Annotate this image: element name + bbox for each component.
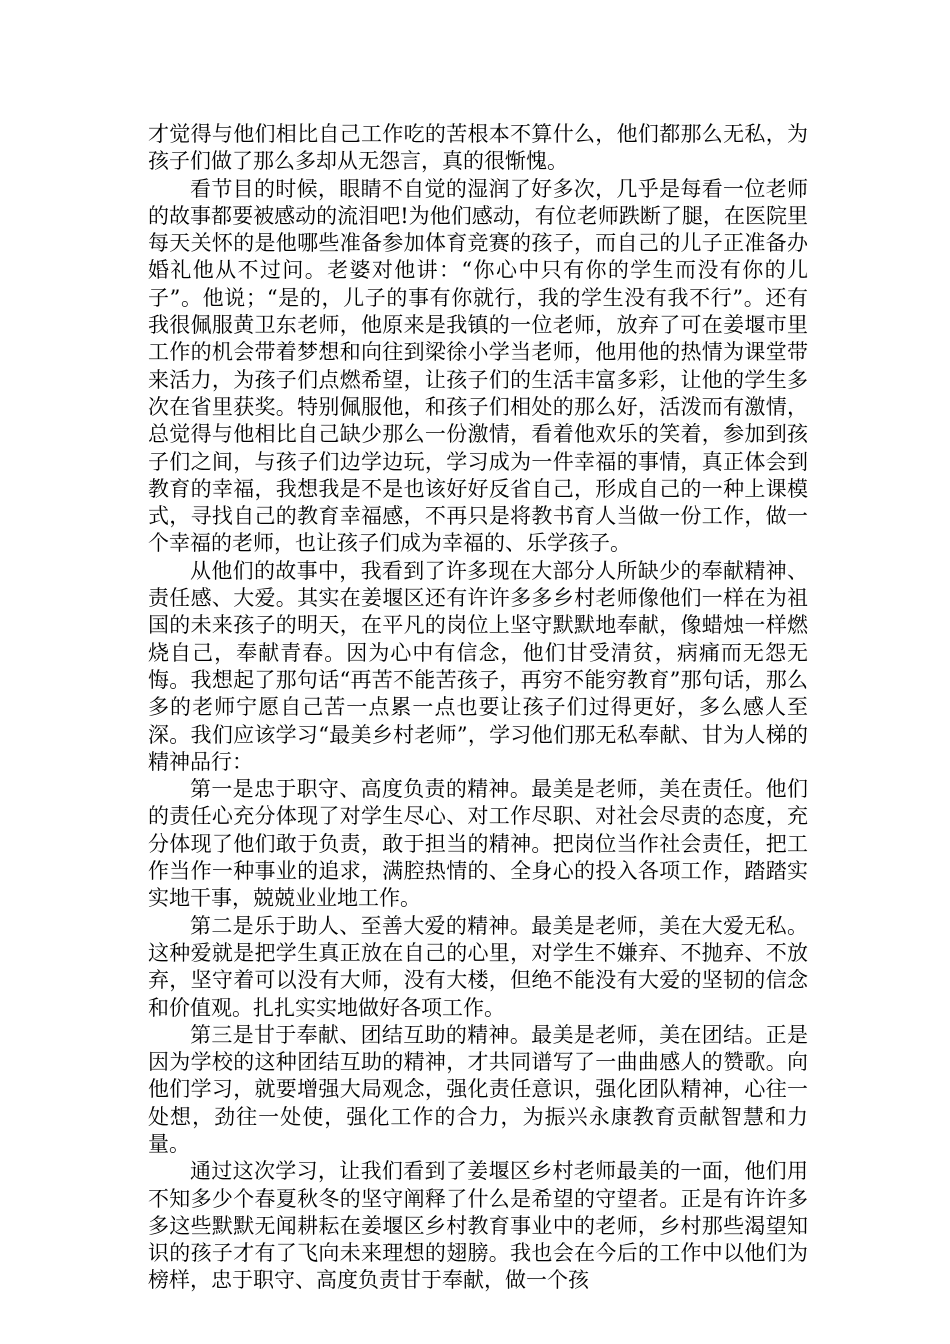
paragraph-point-two: 第二是乐于助人、至善大爱的精神。最美是老师，美在大爱无私。这种爱就是把学生真正放在自己的心里，对学生不嫌弃、不抛弃、不放弃，坚守着可以没有大师，没有大楼，但绝不能没有大爱的坚韧的信念和价值观。扎扎实实地做好各项工作。 — [148, 913, 808, 1020]
paragraph-point-one: 第一是忠于职守、高度负责的精神。最美是老师，美在责任。他们的责任心充分体现了对学生尽心、对工作尽职、对社会尽责的态度，充分体现了他们敢于负责，敢于担当的精神。把岗位当作社会责任，把工作当作一种事业的追求，满腔热情的、全身心的投入各项工作，踏踏实实地干事，兢兢业业地工作。 — [148, 777, 808, 911]
paragraph-point-three: 第三是甘于奉献、团结互助的精神。最美是老师，美在团结。正是因为学校的这种团结互助的精神，才共同谱写了一曲曲感人的赞歌。向他们学习，就要增强大局观念，强化责任意识，强化团队精神，心往一处想，劲往一处使，强化工作的合力，为振兴永康教育贡献智慧和力量。 — [148, 1022, 808, 1156]
paragraph-conclusion: 通过这次学习，让我们看到了姜堰区乡村老师最美的一面，他们用不知多少个春夏秋冬的坚守阐释了什么是希望的守望者。正是有许许多多这些默默无闻耕耘在姜堰区乡村教育事业中的老师，乡村那些渴望知识的孩子才有了飞向未来理想的翅膀。我也会在今后的工作中以他们为榜样，忠于职守、高度负责甘于奉献，做一个孩 — [148, 1159, 808, 1293]
paragraph-continuation: 才觉得与他们相比自己工作吃的苦根本不算什么，他们都那么无私，为孩子们做了那么多却从无怨言，真的很惭愧。 — [148, 122, 808, 174]
paragraph-watching-program: 看节目的时候，眼睛不自觉的湿润了好多次，几乎是每看一位老师的故事都要被感动的流泪吧!为他们感动，有位老师跌断了腿，在医院里每天关怀的是他哪些准备参加体育竞赛的孩子，而自己的儿子正准备办婚礼他从不过问。老婆对他讲：“你心中只有你的学生而没有你的儿子”。他说；“是的，儿子的事有你就行，我的学生没有我不行”。还有我很佩服黄卫东老师，他原来是我镇的一位老师，放弃了可在姜堰市里工作的机会带着梦想和向往到梁徐小学当老师，他用他的热情为课堂带来活力，为孩子们点燃希望，让孩子们的生活丰富多彩，让他的学生多次在省里获奖。特别佩服他，和孩子们相处的那么好，活泼而有激情，总觉得与他相比自己缺少那么一份激情，看着他欢乐的笑着，参加到孩子们之间，与孩子们边学边玩，学习成为一件幸福的事情，真正体会到教育的幸福，我想我是不是也该好好反省自己，形成自己的一种上课模式，寻找自己的教育幸福感，不再只是将教书育人当做一份工作，做一个幸福的老师，也让孩子们成为幸福的、乐学孩子。 — [148, 176, 808, 556]
document-body — [148, 121, 808, 1295]
paragraph-dedication-spirit: 从他们的故事中，我看到了许多现在大部分人所缺少的奉献精神、责任感、大爱。其实在姜堰区还有许许多多乡村老师像他们一样在为祖国的未来孩子的明天，在平凡的岗位上坚守默默地奉献，像蜡烛一样燃烧自己，奉献青春。因为心中有信念，他们甘受清贫，病痛而无怨无悔。我想起了那句话“再苦不能苦孩子，再穷不能穷教育”那句话，那么多的老师宁愿自己苦一点累一点也要让孩子们过得更好，多么感人至深。我们应该学习“最美乡村老师”，学习他们那无私奉献、甘为人梯的精神品行： — [148, 558, 808, 774]
